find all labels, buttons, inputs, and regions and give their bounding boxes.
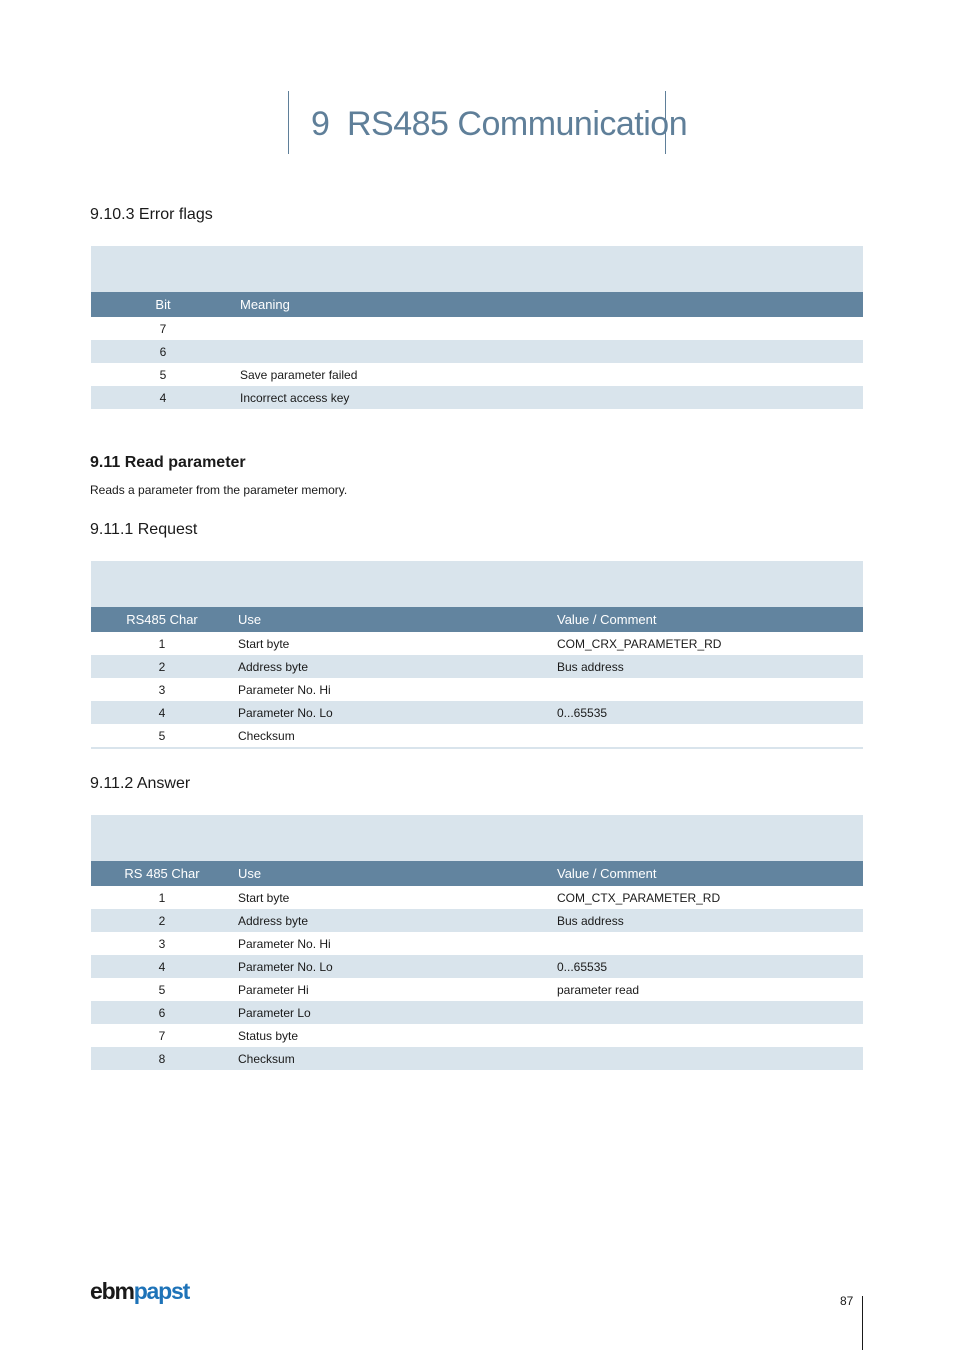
- logo-papst: papst: [133, 1278, 190, 1304]
- cell-char: 5: [158, 983, 166, 997]
- cell-char: 6: [158, 1006, 166, 1020]
- cell-value: Bus address: [557, 914, 624, 928]
- header-meaning: Meaning: [240, 297, 290, 312]
- cell-bit: 4: [159, 391, 167, 405]
- table-row: [91, 886, 863, 909]
- cell-use: Start byte: [238, 891, 290, 905]
- table-bottom-rule: [91, 747, 863, 749]
- cell-use: Parameter No. Lo: [238, 960, 333, 974]
- header-value-comment: Value / Comment: [557, 866, 657, 881]
- cell-use: Checksum: [238, 1052, 295, 1066]
- section-heading-request: 9.11.1 Request: [90, 521, 198, 538]
- table-row: [91, 955, 863, 978]
- cell-char: 1: [158, 637, 166, 651]
- table-row: [91, 655, 863, 678]
- cell-value: COM_CTX_PARAMETER_RD: [557, 891, 721, 905]
- table-row: [91, 909, 863, 932]
- cell-use: Parameter Lo: [238, 1006, 311, 1020]
- table-title-band: [91, 246, 863, 292]
- table-title-band: [91, 561, 863, 607]
- cell-use: Status byte: [238, 1029, 299, 1043]
- cell-bit: 7: [159, 322, 167, 336]
- cell-char: 8: [158, 1052, 166, 1066]
- cell-char: 3: [158, 683, 166, 697]
- cell-use: Start byte: [238, 637, 290, 651]
- table-row: [91, 678, 863, 701]
- request-table: [91, 561, 863, 749]
- cell-use: Parameter No. Lo: [238, 706, 333, 720]
- cell-use: Parameter No. Hi: [238, 937, 331, 951]
- cell-char: 4: [158, 706, 166, 720]
- table-title-band: [91, 815, 863, 861]
- header-rs485-char: RS 485 Char: [124, 866, 200, 881]
- header-use: Use: [238, 866, 262, 881]
- cell-value: 0...65535: [557, 960, 608, 974]
- table-row: [91, 317, 863, 340]
- table-row: [91, 632, 863, 655]
- cell-meaning: Save parameter failed: [240, 368, 358, 382]
- cell-use: Parameter No. Hi: [238, 683, 331, 697]
- cell-char: 5: [158, 729, 166, 743]
- cell-char: 2: [158, 914, 166, 928]
- page-number: 87: [840, 1294, 854, 1308]
- table-row: [91, 932, 863, 955]
- cell-char: 4: [158, 960, 166, 974]
- table-row: [91, 386, 863, 409]
- header-rs485-char: RS485 Char: [126, 612, 198, 627]
- table-header: [91, 861, 863, 886]
- cell-char: 1: [158, 891, 166, 905]
- table-row: [91, 363, 863, 386]
- cell-value: Bus address: [557, 660, 624, 674]
- table-row: [91, 724, 863, 747]
- cell-meaning: Incorrect access key: [240, 391, 350, 405]
- header-bit: Bit: [155, 297, 171, 312]
- cell-value: COM_CRX_PARAMETER_RD: [557, 637, 722, 651]
- header-use: Use: [238, 612, 262, 627]
- table-row: [91, 1047, 863, 1070]
- cell-use: Address byte: [238, 660, 309, 674]
- cell-use: Checksum: [238, 729, 295, 743]
- chapter-title: RS485 Communication: [347, 105, 688, 143]
- cell-value: 0...65535: [557, 706, 608, 720]
- cell-char: 3: [158, 937, 166, 951]
- answer-table: [91, 815, 863, 1070]
- table-row: [91, 1024, 863, 1047]
- header-value-comment: Value / Comment: [557, 612, 657, 627]
- ebmpapst-logo: [90, 1278, 189, 1305]
- section-heading-read-parameter: 9.11 Read parameter: [90, 454, 246, 471]
- cell-bit: 5: [159, 368, 167, 382]
- cell-bit: 6: [159, 345, 167, 359]
- table-row: [91, 978, 863, 1001]
- cell-use: Parameter Hi: [238, 983, 309, 997]
- table-header: [91, 607, 863, 632]
- chapter-header: [288, 91, 688, 154]
- cell-char: 2: [158, 660, 166, 674]
- cell-use: Address byte: [238, 914, 309, 928]
- table-row: [91, 701, 863, 724]
- section-heading-answer: 9.11.2 Answer: [90, 775, 191, 792]
- table-header: [91, 292, 863, 317]
- table-row: [91, 340, 863, 363]
- cell-char: 7: [158, 1029, 166, 1043]
- table-row: [91, 1001, 863, 1024]
- page-number-rule: [862, 1296, 863, 1350]
- cell-value: parameter read: [557, 983, 640, 997]
- section-description: Reads a parameter from the parameter memory.: [90, 483, 348, 497]
- logo-ebm: ebm: [90, 1278, 134, 1304]
- error-flags-table: [91, 246, 863, 409]
- section-heading-error-flags: 9.10.3 Error flags: [90, 206, 213, 223]
- chapter-number: 9: [311, 105, 330, 143]
